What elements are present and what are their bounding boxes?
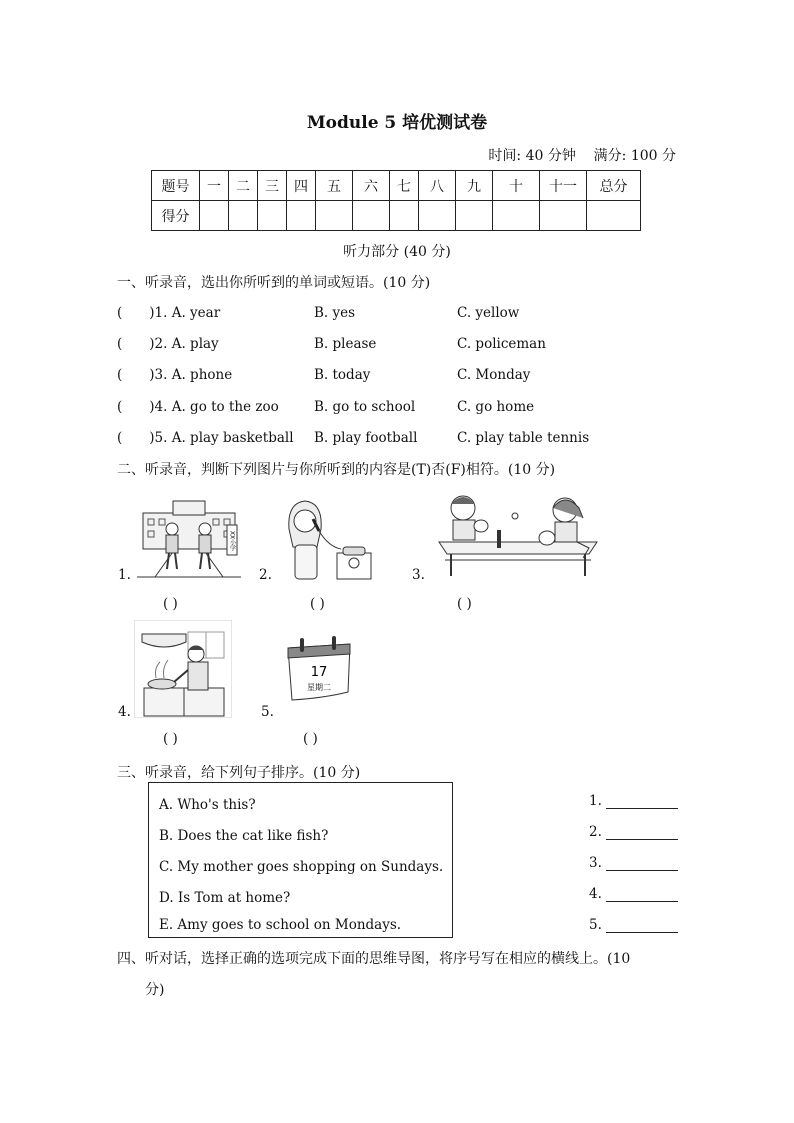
section1-q2 xyxy=(117,336,219,352)
order-number: 5. xyxy=(589,917,602,933)
order-number: 4. xyxy=(589,886,602,902)
order-answer-row xyxy=(589,855,678,871)
answer-paren: ( xyxy=(117,430,123,446)
score-input-cell[interactable] xyxy=(200,201,229,231)
score-cell: 四 xyxy=(287,171,316,201)
score-cell: 十一 xyxy=(540,171,587,201)
answer-blank[interactable]: ( ) xyxy=(163,596,178,612)
score-input-cell[interactable] xyxy=(390,201,419,231)
answer-blank[interactable]: ( ) xyxy=(457,596,472,612)
score-cell: 八 xyxy=(419,171,456,201)
score-input-cell[interactable] xyxy=(456,201,493,231)
order-number: 2. xyxy=(589,824,602,840)
question-option-c: C. yellow xyxy=(457,305,520,321)
answer-paren: ( xyxy=(117,399,123,415)
order-answer-row xyxy=(589,886,678,902)
picture-label: 3. xyxy=(412,567,425,583)
sentence-item: A. Who's this? xyxy=(159,797,256,813)
calendar-day-text: 17 xyxy=(310,665,328,680)
score-cell: 二 xyxy=(229,171,258,201)
order-number: 3. xyxy=(589,855,602,871)
score-cell: 总分 xyxy=(587,171,641,201)
section4-title-continued: 分) xyxy=(145,982,165,998)
question-option-c: C. play table tennis xyxy=(457,430,590,446)
score-row-label: 得分 xyxy=(152,201,200,231)
order-answer-row xyxy=(589,917,678,933)
answer-line[interactable] xyxy=(606,856,678,871)
answer-blank[interactable]: ( ) xyxy=(310,596,325,612)
question-option-a: )1. A. year xyxy=(149,305,221,321)
score-cell: 题号 xyxy=(152,171,200,201)
question-option-a: )2. A. play xyxy=(149,336,219,352)
score-input-cell[interactable] xyxy=(540,201,587,231)
picture-label: 1. xyxy=(118,567,131,583)
score-cell: 九 xyxy=(456,171,493,201)
score-input-cell[interactable] xyxy=(316,201,353,231)
question-option-c: C. go home xyxy=(457,399,535,415)
calendar-weekday-text: 星期二 xyxy=(307,683,331,692)
answer-line[interactable] xyxy=(606,794,678,809)
girl-phone-picture xyxy=(279,497,379,581)
score-cell: 十 xyxy=(493,171,540,201)
sentence-item: E. Amy goes to school on Mondays. xyxy=(159,917,402,933)
sentence-item: D. Is Tom at home? xyxy=(159,890,291,906)
picture-label: 5. xyxy=(261,704,274,720)
section1-title: 一、听录音，选出你所听到的单词或短语。(10 分) xyxy=(117,275,431,291)
score-input-cell[interactable] xyxy=(229,201,258,231)
section2-title: 二、听录音，判断下列图片与你所听到的内容是(T)否(F)相符。(10 分) xyxy=(117,462,556,478)
time-and-score xyxy=(488,145,676,165)
answer-blank[interactable]: ( ) xyxy=(303,731,318,747)
score-input-cell[interactable] xyxy=(287,201,316,231)
score-cell: 一 xyxy=(200,171,229,201)
score-table-header-row xyxy=(152,171,641,201)
order-number: 1. xyxy=(589,793,602,809)
section1-q4 xyxy=(117,399,279,415)
picture-label: 2. xyxy=(259,567,272,583)
section1-q1 xyxy=(117,305,220,321)
order-answer-row xyxy=(589,793,678,809)
order-answer-row xyxy=(589,824,678,840)
score-input-cell[interactable] xyxy=(419,201,456,231)
question-option-c: C. policeman xyxy=(457,336,546,352)
listening-part-title: 听力部分 (40 分) xyxy=(343,244,451,260)
answer-paren: ( xyxy=(117,305,123,321)
section1-q3 xyxy=(117,367,232,383)
time-limit: 时间: 40 分钟 xyxy=(488,148,576,164)
question-option-a: )4. A. go to the zoo xyxy=(149,399,279,415)
sentence-item: C. My mother goes shopping on Sundays. xyxy=(159,859,444,875)
score-cell: 三 xyxy=(258,171,287,201)
score-table xyxy=(151,170,641,231)
score-input-cell[interactable] xyxy=(258,201,287,231)
score-input-cell[interactable] xyxy=(353,201,390,231)
question-option-b: B. go to school xyxy=(314,399,416,415)
answer-blank[interactable]: ( ) xyxy=(163,731,178,747)
question-option-b: B. today xyxy=(314,367,371,383)
sentence-item: B. Does the cat like fish? xyxy=(159,828,329,844)
section4-title: 四、听对话，选择正确的选项完成下面的思维导图，将序号写在相应的横线上。(10 xyxy=(117,951,631,967)
man-cooking-picture xyxy=(134,620,232,718)
answer-line[interactable] xyxy=(606,918,678,933)
section1-q5 xyxy=(117,430,294,446)
picture-label: 4. xyxy=(118,704,131,720)
score-input-cell[interactable] xyxy=(587,201,641,231)
full-score: 满分: 100 分 xyxy=(593,148,676,164)
score-table-score-row xyxy=(152,201,641,231)
score-cell: 七 xyxy=(390,171,419,201)
calendar-picture xyxy=(284,636,354,704)
question-option-a: )5. A. play basketball xyxy=(149,430,294,446)
score-cell: 五 xyxy=(316,171,353,201)
section3-title: 三、听录音，给下列句子排序。(10 分) xyxy=(117,765,361,781)
question-option-b: B. play football xyxy=(314,430,418,446)
answer-paren: ( xyxy=(117,367,123,383)
page-title: Module 5 培优测试卷 xyxy=(306,113,488,133)
answer-line[interactable] xyxy=(606,825,678,840)
question-option-b: B. please xyxy=(314,336,377,352)
score-cell: 六 xyxy=(353,171,390,201)
table-tennis-picture xyxy=(433,490,603,580)
question-option-b: B. yes xyxy=(314,305,356,321)
answer-paren: ( xyxy=(117,336,123,352)
question-option-c: C. Monday xyxy=(457,367,531,383)
school-kids-picture xyxy=(135,495,243,579)
question-option-a: )3. A. phone xyxy=(149,367,233,383)
school-sign-text: XX小学 xyxy=(228,530,236,552)
answer-line[interactable] xyxy=(606,887,678,902)
score-input-cell[interactable] xyxy=(493,201,540,231)
